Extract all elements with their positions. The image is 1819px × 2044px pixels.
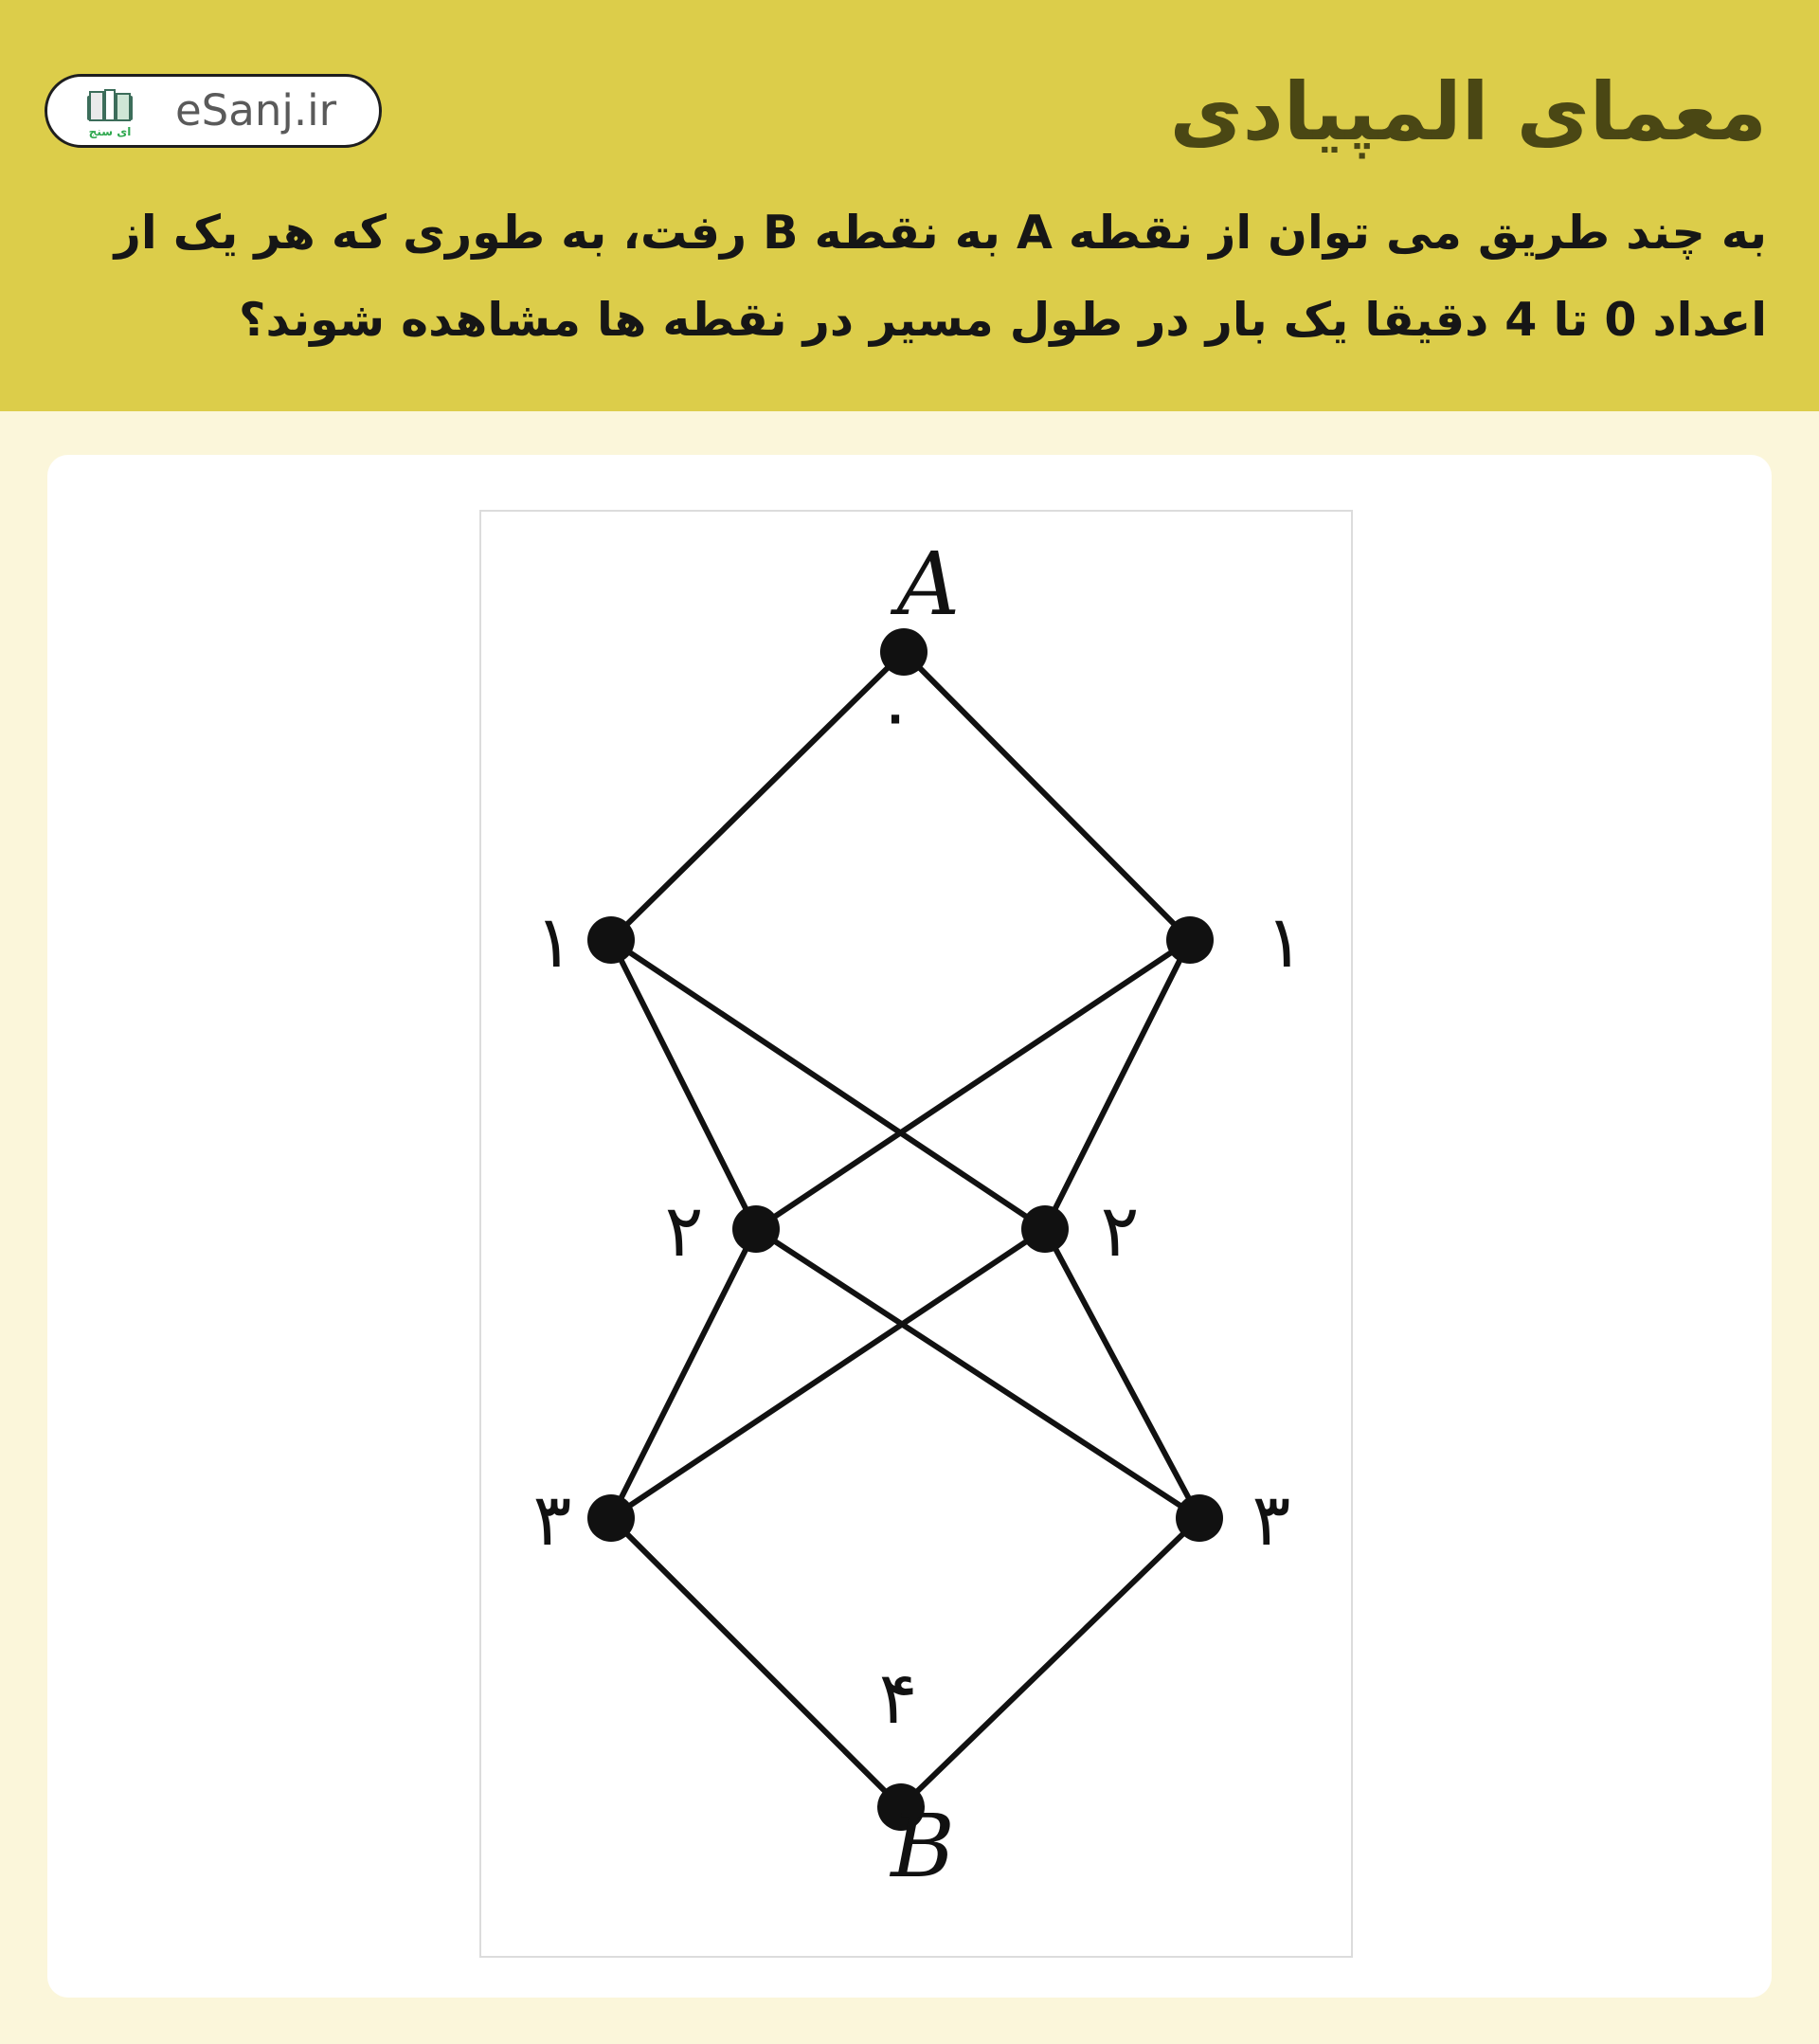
node-label-right-1: ۱ xyxy=(1265,899,1305,984)
node-label-right-3: ۳ xyxy=(1252,1477,1291,1562)
node-label-left-3: ۳ xyxy=(532,1477,572,1562)
brand-site-text: eSanj.ir xyxy=(175,85,337,136)
edge-R1-M2R xyxy=(1045,940,1190,1229)
node-label-zero: ۰ xyxy=(875,672,915,756)
node-L1 xyxy=(587,916,635,964)
edge-A-R1 xyxy=(904,652,1190,940)
node-label-left-1: ۱ xyxy=(534,899,574,984)
node-R3 xyxy=(1176,1494,1223,1542)
esanj-logo-icon xyxy=(81,86,138,141)
brand-logo-text: ای سنج xyxy=(88,125,132,138)
node-A xyxy=(880,628,928,676)
header-banner xyxy=(0,0,1819,411)
node-label-right-2: ۲ xyxy=(1100,1188,1140,1273)
point-b-label: B xyxy=(891,1796,955,1897)
node-M2L xyxy=(732,1205,780,1253)
edge-L1-M2L xyxy=(611,940,756,1229)
graph-diagram xyxy=(481,512,1355,1960)
question-text: به چند طریق می توان از نقطه A به نقطه B رفت، به طوری که هر یک از اعداد 0 تا 4 دقیقا یک بار در طول مسیر در نقطه ها مشاهده شوند؟ xyxy=(114,206,1767,347)
page-title: معمای المپیادی xyxy=(1169,65,1767,158)
edge-L1-M2R xyxy=(611,940,1045,1229)
node-R1 xyxy=(1166,916,1214,964)
edge-R1-M2L xyxy=(756,940,1190,1229)
edge-R3-B xyxy=(901,1518,1199,1807)
brand-badge[interactable] xyxy=(45,74,382,148)
node-label-left-2: ۲ xyxy=(664,1188,704,1273)
node-L3 xyxy=(587,1494,635,1542)
diagram-figure xyxy=(479,510,1353,1958)
edge-L3-B xyxy=(611,1518,901,1807)
node-label-four: ۴ xyxy=(878,1655,918,1740)
point-a-label: A xyxy=(896,534,961,635)
node-M2R xyxy=(1021,1205,1069,1253)
edge-A-L1 xyxy=(611,652,904,940)
